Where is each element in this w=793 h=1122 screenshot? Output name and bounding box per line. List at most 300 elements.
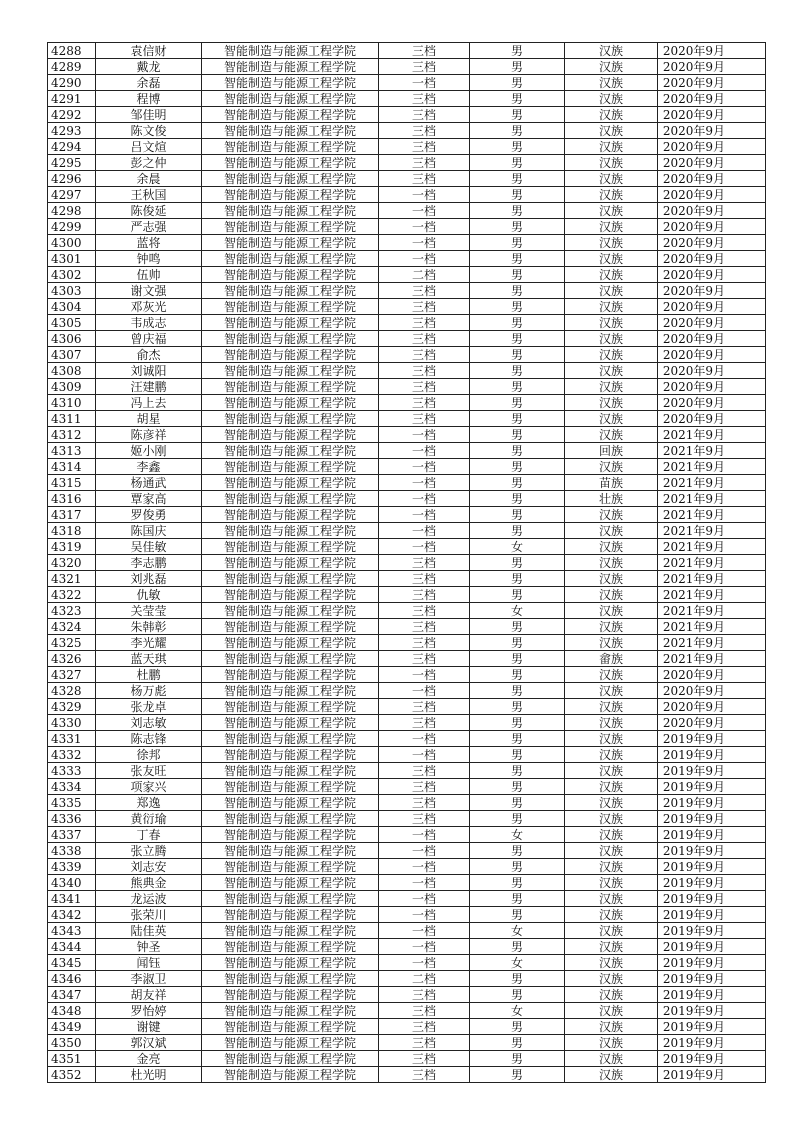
enrollment-date-cell: 2021年9月 [658,523,766,539]
enrollment-date-cell: 2021年9月 [658,539,766,555]
row-number-cell: 4307 [48,347,96,363]
aid-level-cell: 一档 [379,491,470,507]
table-row [48,683,766,699]
college-name-cell: 智能制造与能源工程学院 [202,507,379,523]
aid-level-cell: 一档 [379,219,470,235]
gender-cell: 女 [470,923,565,939]
row-number-cell: 4293 [48,123,96,139]
student-name-cell: 韦成志 [96,315,202,331]
ethnicity-cell: 汉族 [565,843,658,859]
gender-cell: 女 [470,1003,565,1019]
row-number-cell: 4326 [48,651,96,667]
aid-level-cell: 一档 [379,955,470,971]
table-row [48,555,766,571]
gender-cell: 男 [470,187,565,203]
student-name-cell: 刘兆磊 [96,571,202,587]
student-name-cell: 陆佳英 [96,923,202,939]
row-number-cell: 4324 [48,619,96,635]
table-row [48,939,766,955]
table-row [48,987,766,1003]
ethnicity-cell: 汉族 [565,987,658,1003]
college-name-cell: 智能制造与能源工程学院 [202,411,379,427]
student-name-cell: 张友旺 [96,763,202,779]
table-row [48,203,766,219]
table-row [48,267,766,283]
aid-level-cell: 一档 [379,251,470,267]
college-name-cell: 智能制造与能源工程学院 [202,859,379,875]
college-name-cell: 智能制造与能源工程学院 [202,235,379,251]
college-name-cell: 智能制造与能源工程学院 [202,603,379,619]
enrollment-date-cell: 2019年9月 [658,875,766,891]
row-number-cell: 4304 [48,299,96,315]
aid-level-cell: 三档 [379,331,470,347]
row-number-cell: 4328 [48,683,96,699]
college-name-cell: 智能制造与能源工程学院 [202,907,379,923]
college-name-cell: 智能制造与能源工程学院 [202,155,379,171]
student-name-cell: 曾庆福 [96,331,202,347]
enrollment-date-cell: 2021年9月 [658,555,766,571]
gender-cell: 男 [470,43,565,59]
row-number-cell: 4303 [48,283,96,299]
enrollment-date-cell: 2020年9月 [658,235,766,251]
gender-cell: 男 [470,731,565,747]
row-number-cell: 4331 [48,731,96,747]
aid-level-cell: 一档 [379,539,470,555]
gender-cell: 男 [470,139,565,155]
ethnicity-cell: 汉族 [565,795,658,811]
ethnicity-cell: 汉族 [565,587,658,603]
table-row [48,1003,766,1019]
enrollment-date-cell: 2019年9月 [658,1019,766,1035]
gender-cell: 男 [470,219,565,235]
row-number-cell: 4329 [48,699,96,715]
table-row [48,907,766,923]
aid-level-cell: 一档 [379,187,470,203]
college-name-cell: 智能制造与能源工程学院 [202,315,379,331]
ethnicity-cell: 汉族 [565,667,658,683]
gender-cell: 男 [470,715,565,731]
aid-level-cell: 三档 [379,635,470,651]
ethnicity-cell: 回族 [565,443,658,459]
enrollment-date-cell: 2020年9月 [658,107,766,123]
enrollment-date-cell: 2020年9月 [658,363,766,379]
ethnicity-cell: 汉族 [565,923,658,939]
enrollment-date-cell: 2021年9月 [658,443,766,459]
student-name-cell: 郭汉斌 [96,1035,202,1051]
college-name-cell: 智能制造与能源工程学院 [202,987,379,1003]
table-row [48,427,766,443]
gender-cell: 男 [470,107,565,123]
gender-cell: 男 [470,859,565,875]
aid-level-cell: 一档 [379,75,470,91]
ethnicity-cell: 汉族 [565,219,658,235]
gender-cell: 男 [470,1035,565,1051]
table-row [48,107,766,123]
ethnicity-cell: 汉族 [565,395,658,411]
aid-level-cell: 三档 [379,571,470,587]
college-name-cell: 智能制造与能源工程学院 [202,555,379,571]
ethnicity-cell: 汉族 [565,507,658,523]
college-name-cell: 智能制造与能源工程学院 [202,731,379,747]
aid-level-cell: 三档 [379,363,470,379]
enrollment-date-cell: 2021年9月 [658,635,766,651]
aid-level-cell: 一档 [379,667,470,683]
enrollment-date-cell: 2021年9月 [658,507,766,523]
ethnicity-cell: 汉族 [565,43,658,59]
student-name-cell: 丁春 [96,827,202,843]
gender-cell: 男 [470,779,565,795]
student-name-cell: 谢键 [96,1019,202,1035]
aid-level-cell: 一档 [379,939,470,955]
student-name-cell: 陈国庆 [96,523,202,539]
college-name-cell: 智能制造与能源工程学院 [202,1067,379,1083]
gender-cell: 男 [470,699,565,715]
ethnicity-cell: 汉族 [565,363,658,379]
table-row [48,475,766,491]
gender-cell: 男 [470,619,565,635]
row-number-cell: 4348 [48,1003,96,1019]
enrollment-date-cell: 2020年9月 [658,315,766,331]
row-number-cell: 4327 [48,667,96,683]
enrollment-date-cell: 2020年9月 [658,203,766,219]
aid-level-cell: 一档 [379,923,470,939]
ethnicity-cell: 汉族 [565,171,658,187]
student-name-cell: 刘志安 [96,859,202,875]
table-row [48,747,766,763]
row-number-cell: 4309 [48,379,96,395]
gender-cell: 男 [470,555,565,571]
enrollment-date-cell: 2020年9月 [658,123,766,139]
gender-cell: 男 [470,683,565,699]
table-row [48,635,766,651]
student-name-cell: 张荣川 [96,907,202,923]
student-name-cell: 蓝天琪 [96,651,202,667]
enrollment-date-cell: 2021年9月 [658,475,766,491]
ethnicity-cell: 汉族 [565,267,658,283]
table-row [48,1067,766,1083]
ethnicity-cell: 汉族 [565,155,658,171]
college-name-cell: 智能制造与能源工程学院 [202,763,379,779]
gender-cell: 男 [470,235,565,251]
table-row [48,795,766,811]
student-name-cell: 彭之仲 [96,155,202,171]
college-name-cell: 智能制造与能源工程学院 [202,107,379,123]
ethnicity-cell: 汉族 [565,1003,658,1019]
ethnicity-cell: 汉族 [565,859,658,875]
row-number-cell: 4337 [48,827,96,843]
student-name-cell: 杨通武 [96,475,202,491]
college-name-cell: 智能制造与能源工程学院 [202,651,379,667]
row-number-cell: 4300 [48,235,96,251]
college-name-cell: 智能制造与能源工程学院 [202,203,379,219]
ethnicity-cell: 汉族 [565,331,658,347]
gender-cell: 男 [470,395,565,411]
row-number-cell: 4290 [48,75,96,91]
table-row [48,43,766,59]
college-name-cell: 智能制造与能源工程学院 [202,683,379,699]
aid-level-cell: 三档 [379,171,470,187]
student-name-cell: 陈彦祥 [96,427,202,443]
enrollment-date-cell: 2020年9月 [658,91,766,107]
college-name-cell: 智能制造与能源工程学院 [202,59,379,75]
college-name-cell: 智能制造与能源工程学院 [202,459,379,475]
college-name-cell: 智能制造与能源工程学院 [202,747,379,763]
college-name-cell: 智能制造与能源工程学院 [202,363,379,379]
college-name-cell: 智能制造与能源工程学院 [202,811,379,827]
table-row [48,699,766,715]
aid-level-cell: 三档 [379,347,470,363]
student-name-cell: 杜鹏 [96,667,202,683]
student-name-cell: 张龙卓 [96,699,202,715]
enrollment-date-cell: 2019年9月 [658,1035,766,1051]
enrollment-date-cell: 2020年9月 [658,139,766,155]
student-name-cell: 胡友祥 [96,987,202,1003]
enrollment-date-cell: 2020年9月 [658,347,766,363]
student-name-cell: 陈志锋 [96,731,202,747]
row-number-cell: 4347 [48,987,96,1003]
student-name-cell: 钟圣 [96,939,202,955]
college-name-cell: 智能制造与能源工程学院 [202,587,379,603]
enrollment-date-cell: 2019年9月 [658,843,766,859]
ethnicity-cell: 汉族 [565,347,658,363]
gender-cell: 男 [470,1051,565,1067]
gender-cell: 男 [470,939,565,955]
row-number-cell: 4345 [48,955,96,971]
college-name-cell: 智能制造与能源工程学院 [202,91,379,107]
row-number-cell: 4314 [48,459,96,475]
aid-level-cell: 一档 [379,203,470,219]
ethnicity-cell: 汉族 [565,699,658,715]
ethnicity-cell: 苗族 [565,475,658,491]
enrollment-date-cell: 2020年9月 [658,667,766,683]
enrollment-date-cell: 2020年9月 [658,219,766,235]
enrollment-date-cell: 2019年9月 [658,907,766,923]
college-name-cell: 智能制造与能源工程学院 [202,1019,379,1035]
ethnicity-cell: 汉族 [565,1019,658,1035]
aid-level-cell: 一档 [379,443,470,459]
table-row [48,731,766,747]
enrollment-date-cell: 2019年9月 [658,955,766,971]
gender-cell: 男 [470,971,565,987]
enrollment-date-cell: 2021年9月 [658,603,766,619]
aid-level-cell: 三档 [379,587,470,603]
student-name-cell: 李光耀 [96,635,202,651]
college-name-cell: 智能制造与能源工程学院 [202,843,379,859]
student-name-cell: 俞杰 [96,347,202,363]
row-number-cell: 4317 [48,507,96,523]
college-name-cell: 智能制造与能源工程学院 [202,331,379,347]
gender-cell: 男 [470,59,565,75]
aid-level-cell: 一档 [379,475,470,491]
table-row [48,955,766,971]
college-name-cell: 智能制造与能源工程学院 [202,443,379,459]
table-row [48,411,766,427]
ethnicity-cell: 汉族 [565,635,658,651]
enrollment-date-cell: 2020年9月 [658,187,766,203]
table-row [48,603,766,619]
aid-level-cell: 三档 [379,715,470,731]
row-number-cell: 4339 [48,859,96,875]
college-name-cell: 智能制造与能源工程学院 [202,283,379,299]
student-name-cell: 金亮 [96,1051,202,1067]
table-row [48,1019,766,1035]
table-row [48,459,766,475]
table-row [48,155,766,171]
gender-cell: 男 [470,507,565,523]
student-name-cell: 余磊 [96,75,202,91]
gender-cell: 男 [470,411,565,427]
student-name-cell: 李鑫 [96,459,202,475]
aid-level-cell: 一档 [379,459,470,475]
table-row [48,395,766,411]
row-number-cell: 4302 [48,267,96,283]
enrollment-date-cell: 2019年9月 [658,811,766,827]
aid-level-cell: 一档 [379,843,470,859]
student-name-cell: 姬小刚 [96,443,202,459]
gender-cell: 男 [470,283,565,299]
student-name-cell: 刘志敏 [96,715,202,731]
table-row [48,667,766,683]
table-row [48,859,766,875]
college-name-cell: 智能制造与能源工程学院 [202,395,379,411]
aid-level-cell: 三档 [379,123,470,139]
gender-cell: 男 [470,267,565,283]
gender-cell: 男 [470,651,565,667]
aid-level-cell: 一档 [379,731,470,747]
row-number-cell: 4299 [48,219,96,235]
row-number-cell: 4294 [48,139,96,155]
ethnicity-cell: 汉族 [565,971,658,987]
college-name-cell: 智能制造与能源工程学院 [202,491,379,507]
enrollment-date-cell: 2020年9月 [658,155,766,171]
enrollment-date-cell: 2020年9月 [658,331,766,347]
table-row [48,891,766,907]
row-number-cell: 4344 [48,939,96,955]
aid-level-cell: 三档 [379,379,470,395]
gender-cell: 男 [470,427,565,443]
aid-level-cell: 三档 [379,699,470,715]
college-name-cell: 智能制造与能源工程学院 [202,891,379,907]
aid-level-cell: 一档 [379,891,470,907]
student-name-cell: 陈俊延 [96,203,202,219]
row-number-cell: 4297 [48,187,96,203]
student-name-cell: 蓝将 [96,235,202,251]
ethnicity-cell: 汉族 [565,715,658,731]
table-row [48,651,766,667]
gender-cell: 女 [470,955,565,971]
table-row [48,843,766,859]
enrollment-date-cell: 2019年9月 [658,859,766,875]
table-row [48,715,766,731]
gender-cell: 男 [470,1019,565,1035]
ethnicity-cell: 汉族 [565,123,658,139]
table-row [48,1035,766,1051]
row-number-cell: 4336 [48,811,96,827]
student-name-cell: 王秋国 [96,187,202,203]
table-row [48,347,766,363]
ethnicity-cell: 汉族 [565,811,658,827]
enrollment-date-cell: 2021年9月 [658,587,766,603]
table-row [48,171,766,187]
college-name-cell: 智能制造与能源工程学院 [202,267,379,283]
enrollment-date-cell: 2021年9月 [658,571,766,587]
table-row [48,619,766,635]
row-number-cell: 4334 [48,779,96,795]
gender-cell: 男 [470,747,565,763]
row-number-cell: 4352 [48,1067,96,1083]
ethnicity-cell: 汉族 [565,555,658,571]
aid-level-cell: 三档 [379,139,470,155]
gender-cell: 男 [470,875,565,891]
aid-level-cell: 三档 [379,155,470,171]
aid-level-cell: 三档 [379,651,470,667]
student-name-cell: 罗俊勇 [96,507,202,523]
college-name-cell: 智能制造与能源工程学院 [202,779,379,795]
row-number-cell: 4313 [48,443,96,459]
aid-level-cell: 二档 [379,971,470,987]
ethnicity-cell: 汉族 [565,187,658,203]
aid-level-cell: 三档 [379,1067,470,1083]
student-name-cell: 闻钰 [96,955,202,971]
ethnicity-cell: 汉族 [565,603,658,619]
enrollment-date-cell: 2019年9月 [658,795,766,811]
gender-cell: 男 [470,251,565,267]
ethnicity-cell: 汉族 [565,107,658,123]
row-number-cell: 4342 [48,907,96,923]
row-number-cell: 4325 [48,635,96,651]
gender-cell: 男 [470,203,565,219]
gender-cell: 男 [470,155,565,171]
college-name-cell: 智能制造与能源工程学院 [202,875,379,891]
gender-cell: 男 [470,443,565,459]
enrollment-date-cell: 2019年9月 [658,1051,766,1067]
gender-cell: 男 [470,75,565,91]
college-name-cell: 智能制造与能源工程学院 [202,619,379,635]
gender-cell: 女 [470,603,565,619]
gender-cell: 男 [470,907,565,923]
college-name-cell: 智能制造与能源工程学院 [202,427,379,443]
student-name-cell: 熊典金 [96,875,202,891]
row-number-cell: 4301 [48,251,96,267]
gender-cell: 男 [470,587,565,603]
row-number-cell: 4330 [48,715,96,731]
student-name-cell: 谢文强 [96,283,202,299]
table-row [48,443,766,459]
table-row [48,91,766,107]
student-name-cell: 吴佳敏 [96,539,202,555]
row-number-cell: 4305 [48,315,96,331]
college-name-cell: 智能制造与能源工程学院 [202,635,379,651]
aid-level-cell: 三档 [379,1019,470,1035]
student-name-cell: 罗怡婷 [96,1003,202,1019]
enrollment-date-cell: 2020年9月 [658,299,766,315]
aid-level-cell: 三档 [379,779,470,795]
table-row [48,571,766,587]
ethnicity-cell: 汉族 [565,731,658,747]
aid-level-cell: 一档 [379,523,470,539]
gender-cell: 男 [470,91,565,107]
aid-level-cell: 一档 [379,235,470,251]
student-name-cell: 李志鹏 [96,555,202,571]
aid-level-cell: 三档 [379,411,470,427]
row-number-cell: 4323 [48,603,96,619]
student-name-cell: 严志强 [96,219,202,235]
enrollment-date-cell: 2020年9月 [658,267,766,283]
table-row [48,1051,766,1067]
gender-cell: 男 [470,1067,565,1083]
student-name-cell: 陈文俊 [96,123,202,139]
table-row [48,187,766,203]
